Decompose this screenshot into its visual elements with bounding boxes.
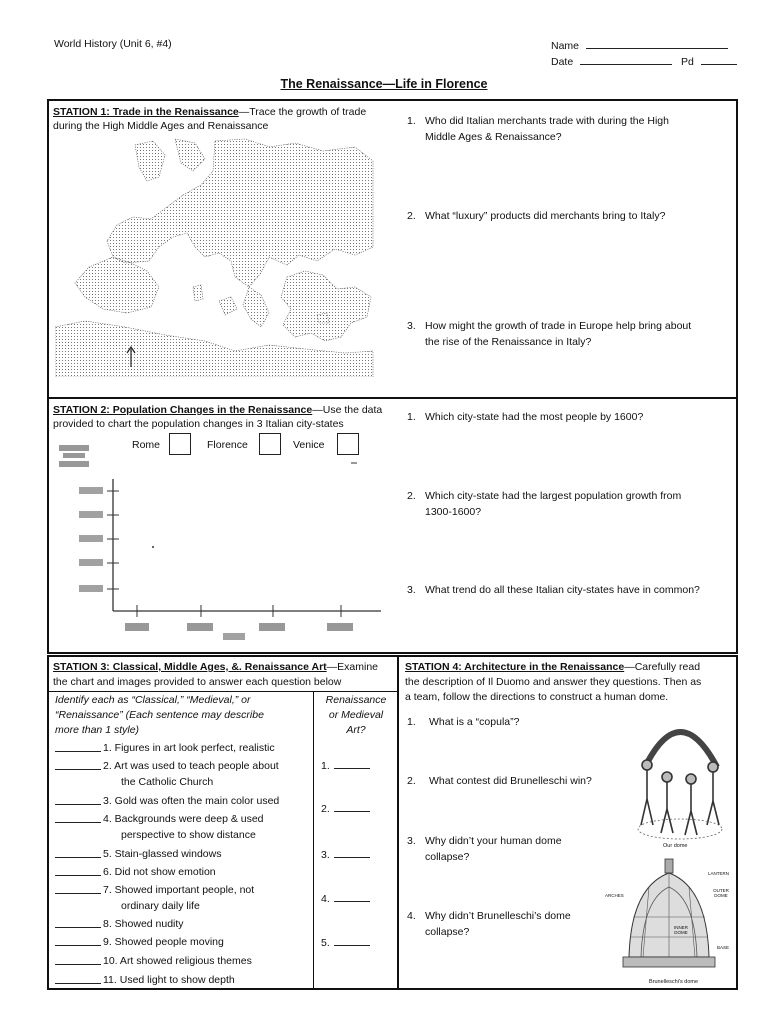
station2-box xyxy=(47,397,738,654)
station3-instructions-1: —Examine xyxy=(326,661,379,673)
station1-question-2: 2. What “luxury” products did merchants bring to Italy? xyxy=(407,210,666,222)
station2-instructions-1: —Use the data xyxy=(312,404,383,416)
station4-box xyxy=(397,655,738,990)
station2-question-1: 1. Which city-state had the most people by 1600? xyxy=(407,411,644,423)
station4-title: STATION 4: Architecture in the Renaissance xyxy=(405,661,625,673)
station3-divider xyxy=(49,691,397,692)
station2-instructions-2: provided to chart the population changes in 3 Italian city-states xyxy=(53,418,344,430)
station3-col1-header: Identify each as “Classical,” “Medieval,” or “Renaissance” (Each sentence may describe more than 1 style) xyxy=(55,694,264,736)
name-field[interactable] xyxy=(551,38,728,52)
mediterranean-map xyxy=(55,137,375,377)
station4-question-3: 3. Why didn’t your human dome collapse? xyxy=(407,835,562,863)
station3-item-6[interactable]: 6. Did not show emotion xyxy=(55,864,310,880)
station1-title: STATION 1: Trade in the Renaissance xyxy=(53,106,239,118)
station3-item-7[interactable]: 7. Showed important people, not ordinary daily life xyxy=(55,882,310,914)
station3-column-divider xyxy=(313,691,314,990)
station3-item-4[interactable]: 4. Backgrounds were deep & used perspective to show distance xyxy=(55,811,310,843)
legend-venice-label: Venice xyxy=(293,439,325,451)
station2-question-3: 3. What trend do all these Italian city-states have in common? xyxy=(407,584,700,596)
station1-heading xyxy=(53,105,398,133)
name-line[interactable] xyxy=(586,38,728,49)
period-line[interactable] xyxy=(701,54,737,65)
station4-heading xyxy=(405,660,737,705)
station2-question-2: 2. Which city-state had the largest population growth from 1300-1600? xyxy=(407,490,682,518)
station3-title: STATION 3: Classical, Middle Ages, &. Renaissance Art xyxy=(53,661,327,673)
period-label: Pd xyxy=(681,56,694,68)
station3-box xyxy=(47,655,399,990)
station3-item-10[interactable]: 10. Art showed religious themes xyxy=(55,953,310,969)
station4-instructions-1: —Carefully read xyxy=(624,661,701,673)
legend-florence-label: Florence xyxy=(207,439,248,451)
station3-answer-1[interactable]: 1. xyxy=(321,758,370,772)
station1-instructions-1: —Trace the growth of trade xyxy=(238,106,367,118)
station3-answer-3[interactable]: 3. xyxy=(321,847,370,861)
dome-label-lantern: LANTERN xyxy=(708,871,730,876)
date-line[interactable] xyxy=(580,54,672,65)
station3-item-8[interactable]: 8. Showed nudity xyxy=(55,916,310,932)
human-dome-illustration xyxy=(625,707,735,847)
date-label: Date xyxy=(551,56,574,68)
blank-population-chart xyxy=(55,439,385,651)
station3-item-5[interactable]: 5. Stain-glassed windows xyxy=(55,846,310,862)
station1-question-3: 3. How might the growth of trade in Europe help bring about the rise of the Renaissance in Italy? xyxy=(407,320,692,348)
date-field[interactable] xyxy=(551,54,737,68)
station3-col2-header: Renaissance or Medieval Art? xyxy=(325,694,387,736)
legend-rome-label: Rome xyxy=(132,439,161,451)
dome-label-outer-dome: OUTER DOME xyxy=(713,888,729,898)
human-dome-caption: Our dome xyxy=(663,843,688,849)
dome-label-base: BASE xyxy=(717,945,730,950)
station2-title: STATION 2: Population Changes in the Renaissance xyxy=(53,404,313,416)
station1-box xyxy=(47,99,738,399)
station4-instructions-2: the description of Il Duomo and answer they questions. Then as xyxy=(405,676,702,688)
page-title: The Renaissance—Life in Florence xyxy=(280,77,488,91)
station3-item-3[interactable]: 3. Gold was often the main color used xyxy=(55,793,310,809)
station3-item-11[interactable]: 11. Used light to show depth xyxy=(55,972,310,988)
station3-answer-2[interactable]: 2. xyxy=(321,801,370,815)
station4-question-2: 2. What contest did Brunelleschi win? xyxy=(407,775,592,787)
station1-instructions-2: during the High Middle Ages and Renaissance xyxy=(53,120,269,132)
station2-heading xyxy=(53,403,403,431)
station1-question-1: 1. Who did Italian merchants trade with during the High Middle Ages & Renaissance? xyxy=(407,115,669,143)
dome-label-inner-dome: INNER DOME xyxy=(673,925,688,935)
brunelleschi-dome-caption: Brunelleschi's dome xyxy=(649,979,699,985)
station3-answer-4[interactable]: 4. xyxy=(321,891,370,905)
station3-item-1[interactable]: 1. Figures in art look perfect, realistic xyxy=(55,740,310,756)
station3-answer-5[interactable]: 5. xyxy=(321,935,370,949)
station3-item-2[interactable]: 2. Art was used to teach people about the Catholic Church xyxy=(55,758,310,790)
station3-heading xyxy=(53,660,398,690)
name-label: Name xyxy=(551,40,580,52)
station4-question-1: 1. What is a “copula”? xyxy=(407,716,520,728)
dome-label-arches: ARCHES xyxy=(605,893,624,898)
station3-item-9[interactable]: 9. Showed people moving xyxy=(55,934,310,950)
station4-instructions-3: a team, follow the directions to construct a human dome. xyxy=(405,691,669,703)
station4-question-4: 4. Why didn’t Brunelleschi’s dome collapse? xyxy=(407,910,571,938)
course-label: World History (Unit 6, #4) xyxy=(54,38,172,50)
station3-instructions-2: the chart and images provided to answer each question below xyxy=(53,676,342,688)
